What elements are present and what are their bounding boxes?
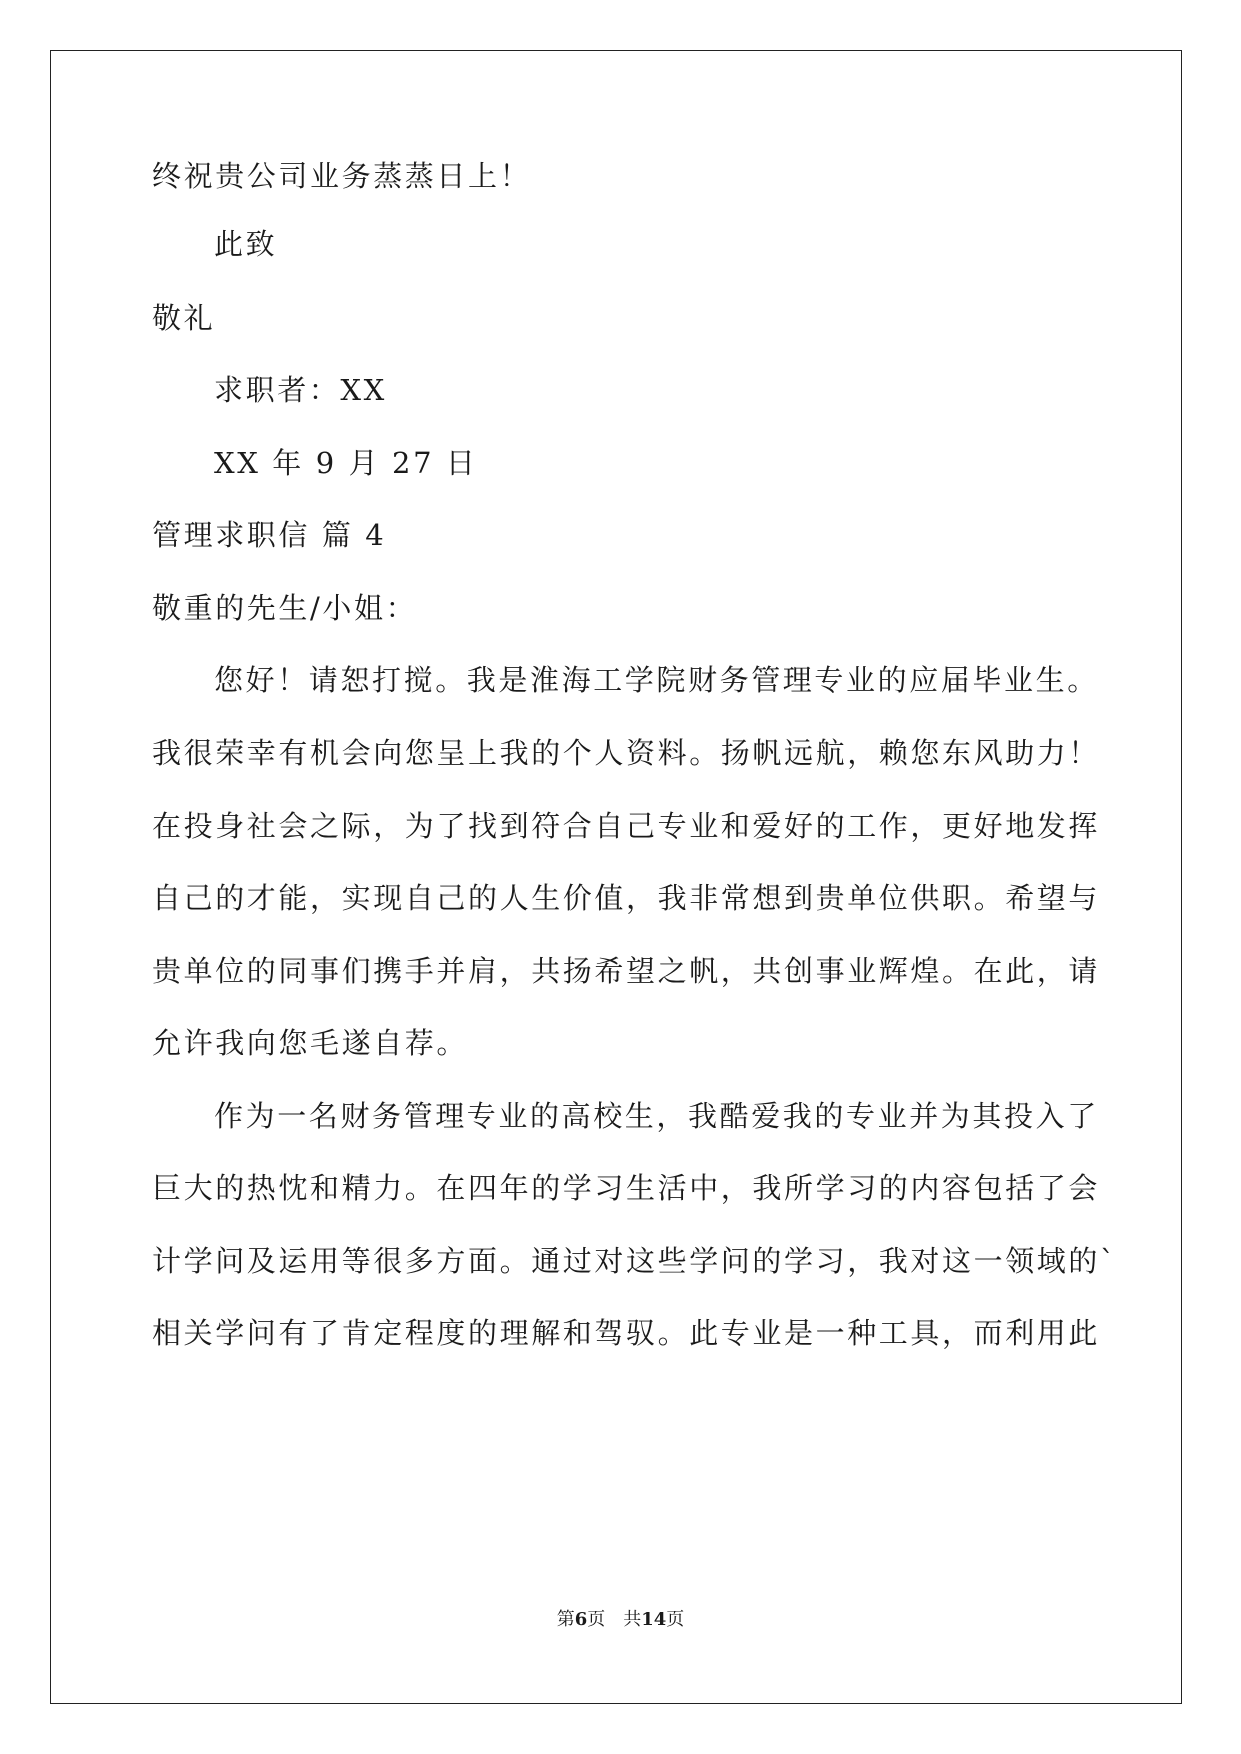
footer-total-pages: 14 — [641, 1609, 667, 1630]
salutation-cizhi: 此致 — [214, 227, 278, 261]
paragraph-line: 计学问及运用等很多方面。通过对这些学问的学习，我对这一领域的` — [152, 1244, 1118, 1278]
page-border — [50, 50, 1182, 1704]
paragraph-line: 我很荣幸有机会向您呈上我的个人资料。扬帆远航，赖您东风助力！ — [152, 736, 1101, 770]
paragraph-line: 您好！请恕打搅。我是淮海工学院财务管理专业的应届毕业生。 — [214, 663, 1099, 697]
paragraph-line: 允许我向您毛遂自荐。 — [152, 1026, 469, 1060]
greeting-line: 敬重的先生/小姐： — [152, 591, 418, 625]
paragraph-line: 贵单位的同事们携手并肩，共扬希望之帆，共创事业辉煌。在此，请 — [152, 954, 1101, 988]
paragraph-line: 自己的才能，实现自己的人生价值，我非常想到贵单位供职。希望与 — [152, 881, 1101, 915]
signature-applicant: 求职者：XX — [214, 373, 387, 407]
paragraph-line: 相关学问有了肯定程度的理解和驾驭。此专业是一种工具，而利用此 — [152, 1316, 1101, 1350]
footer-page-number: 6 — [574, 1609, 588, 1630]
paragraph-line: 在投身社会之际，为了找到符合自己专业和爱好的工作，更好地发挥 — [152, 809, 1101, 843]
signature-date: XX 年 9 月 27 日 — [214, 446, 478, 480]
paragraph-line: 作为一名财务管理专业的高校生，我酷爱我的专业并为其投入了 — [214, 1099, 1099, 1133]
section-heading: 管理求职信 篇 4 — [152, 518, 387, 552]
page-footer — [0, 1608, 1241, 1632]
salutation-jingli: 敬礼 — [152, 301, 216, 335]
footer-mid: 页 共 — [587, 1609, 642, 1630]
paragraph-line: 巨大的热忱和精力。在四年的学习生活中，我所学习的内容包括了会 — [152, 1171, 1101, 1205]
closing-wish: 终祝贵公司业务蒸蒸日上！ — [152, 159, 532, 193]
footer-prefix: 第 — [556, 1609, 575, 1630]
footer-suffix: 页 — [666, 1609, 685, 1630]
